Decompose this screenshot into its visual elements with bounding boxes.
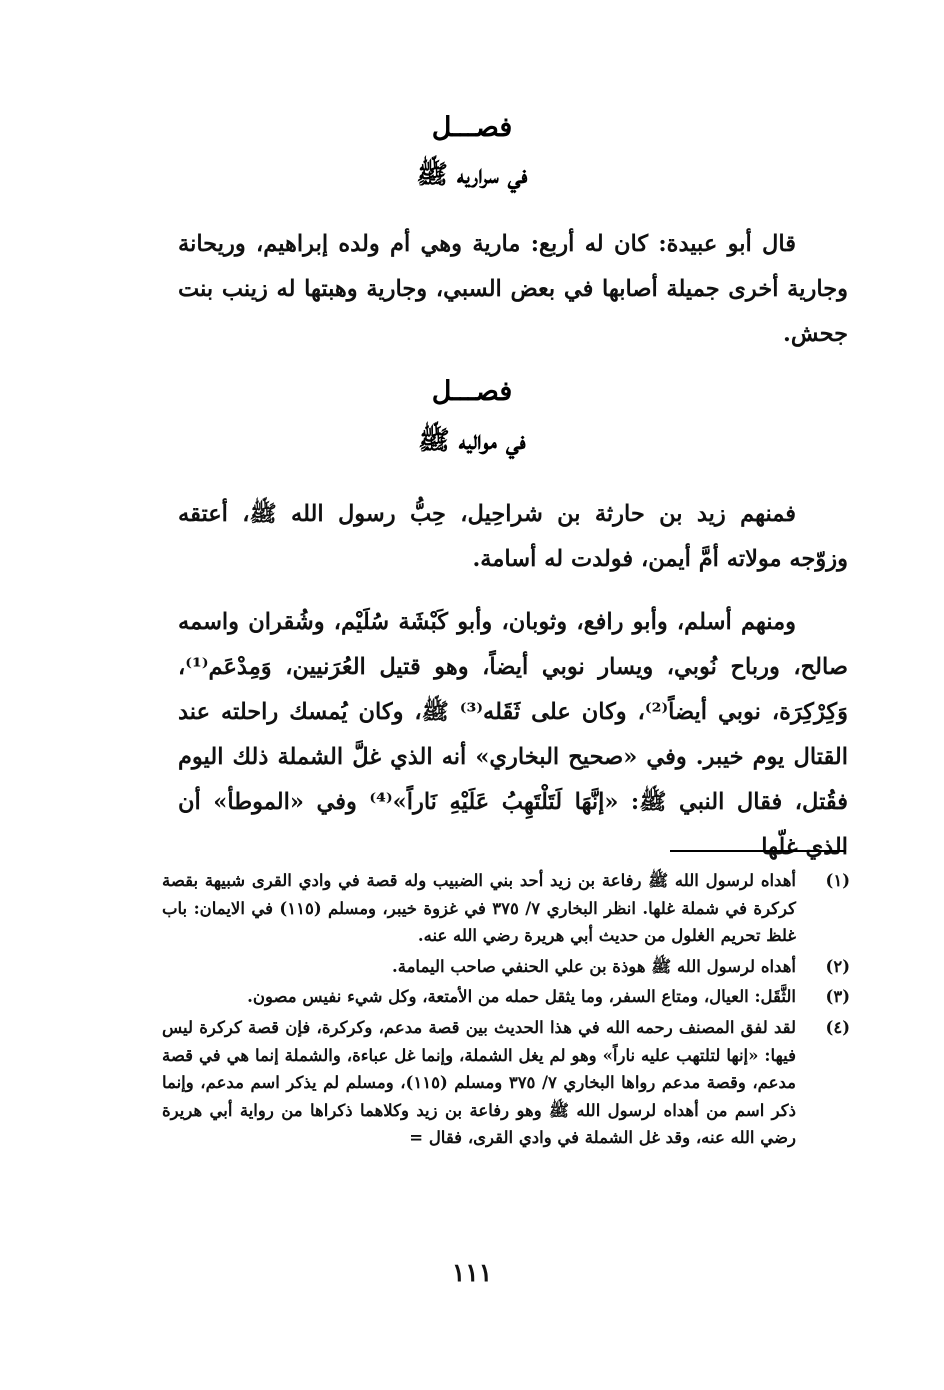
section-subheading-mawali: في مواليه ﷺ bbox=[418, 426, 526, 456]
footnote-3 bbox=[162, 983, 850, 1011]
footnote-1 bbox=[162, 867, 850, 950]
paragraph-mawali-list-text: ومنهم أسلم، وأبو رافع، وثوبان، وأبو كَبْشَة سُلَيْم، وشُقران واسمه صالح، ورباح نُوبي، ويسار نوبي أيضاً، وهو قتيل العُرَنيين، وَمِدْعَم⁽¹⁾، وَكِرْكِرَة، نوبي أيضاً⁽²⁾، وكان على ثَقَله⁽³⁾ ﷺ، وكان يُمسك راحلته عند القتال يوم خيبر. وفي «صحيح البخاري» أنه الذي غلَّ الشملة ذلك اليوم فقُتل، فقال النبي ﷺ: «إنَّهَا لَتَلْتَهِبُ عَلَيْهِ نَاراً»⁽⁴⁾ وفي «الموطأ» أن الذي غلّها bbox=[178, 609, 849, 860]
section-heading-mawali: فصـــل bbox=[431, 376, 513, 407]
footnotes bbox=[162, 867, 850, 1155]
footnote-2 bbox=[162, 953, 850, 981]
paragraph-mawali-list bbox=[178, 600, 848, 870]
footnote-number: (٢) bbox=[825, 956, 850, 976]
footnote-4 bbox=[162, 1014, 850, 1152]
section-heading-sarari: فصـــل bbox=[431, 112, 513, 143]
paragraph-zaid-text: فمنهم زيد بن حارثة بن شراحِيل، حِبُّ رسول الله ﷺ، أعتقه وزوّجه مولاته أمَّ أيمن، فولدت له أسامة. bbox=[178, 501, 848, 572]
paragraph-sarari-text: قال أبو عبيدة: كان له أربع: مارية وهي أم ولده إبراهيم، وريحانة وجارية أخرى جميلة أصابها في بعض السبي، وجارية وهبتها له زينب بنت جحش. bbox=[178, 231, 848, 347]
section-subheading-sarari: في سراريه ﷺ bbox=[416, 160, 528, 190]
footnote-number: (٤) bbox=[825, 1017, 850, 1037]
paragraph-zaid bbox=[178, 492, 848, 582]
footnote-text: أهداه لرسول الله ﷺ هوذة بن علي الحنفي صاحب اليمامة. bbox=[392, 956, 796, 976]
paragraph-sarari bbox=[178, 222, 848, 357]
footnote-number: (١) bbox=[825, 871, 850, 890]
page-number: ١١١ bbox=[451, 1258, 493, 1287]
footnote-text: الثَّقَل: العيال، ومتاع السفر، وما يثقل حمله من الأمتعة، وكل شيء نفيس مصون. bbox=[247, 987, 796, 1007]
footnote-text: أهداه لرسول الله ﷺ رفاعة بن زيد أحد بني الضبيب وله قصة في وادي القرى شبيهة بقصة كركرة في شملة غلها. انظر البخاري ٧/ ٣٧٥ في غزوة خيبر، ومسلم (١١٥) في الايمان: باب غلظ تحريم الغلول من حديث أبي هريرة رضي الله عنه. bbox=[162, 871, 796, 946]
footnote-divider bbox=[670, 850, 846, 852]
footnote-text: لقد لفق المصنف رحمه الله في هذا الحديث بين قصة مدعم، وكركرة، فإن قصة كركرة ليس فيها: «إنها لتلتهب عليه ناراً» وهو لم يغل الشملة، وإنما غل عباءة، والشملة إنما هي في قصة مدعم، وقصة مدعم رواها البخاري ٧/ ٣٧٥ ومسلم (١١٥)، ومسلم لم يذكر اسم مدعم، وإنما ذكر اسم من أهداه لرسول الله ﷺ وهو رفاعة بن زيد وكلاهما ذكراها من رواية أبي هريرة رضي الله عنه، وقد غل الشملة في وادي القرى، فقال = bbox=[162, 1017, 796, 1148]
footnote-number: (٣) bbox=[825, 987, 850, 1007]
